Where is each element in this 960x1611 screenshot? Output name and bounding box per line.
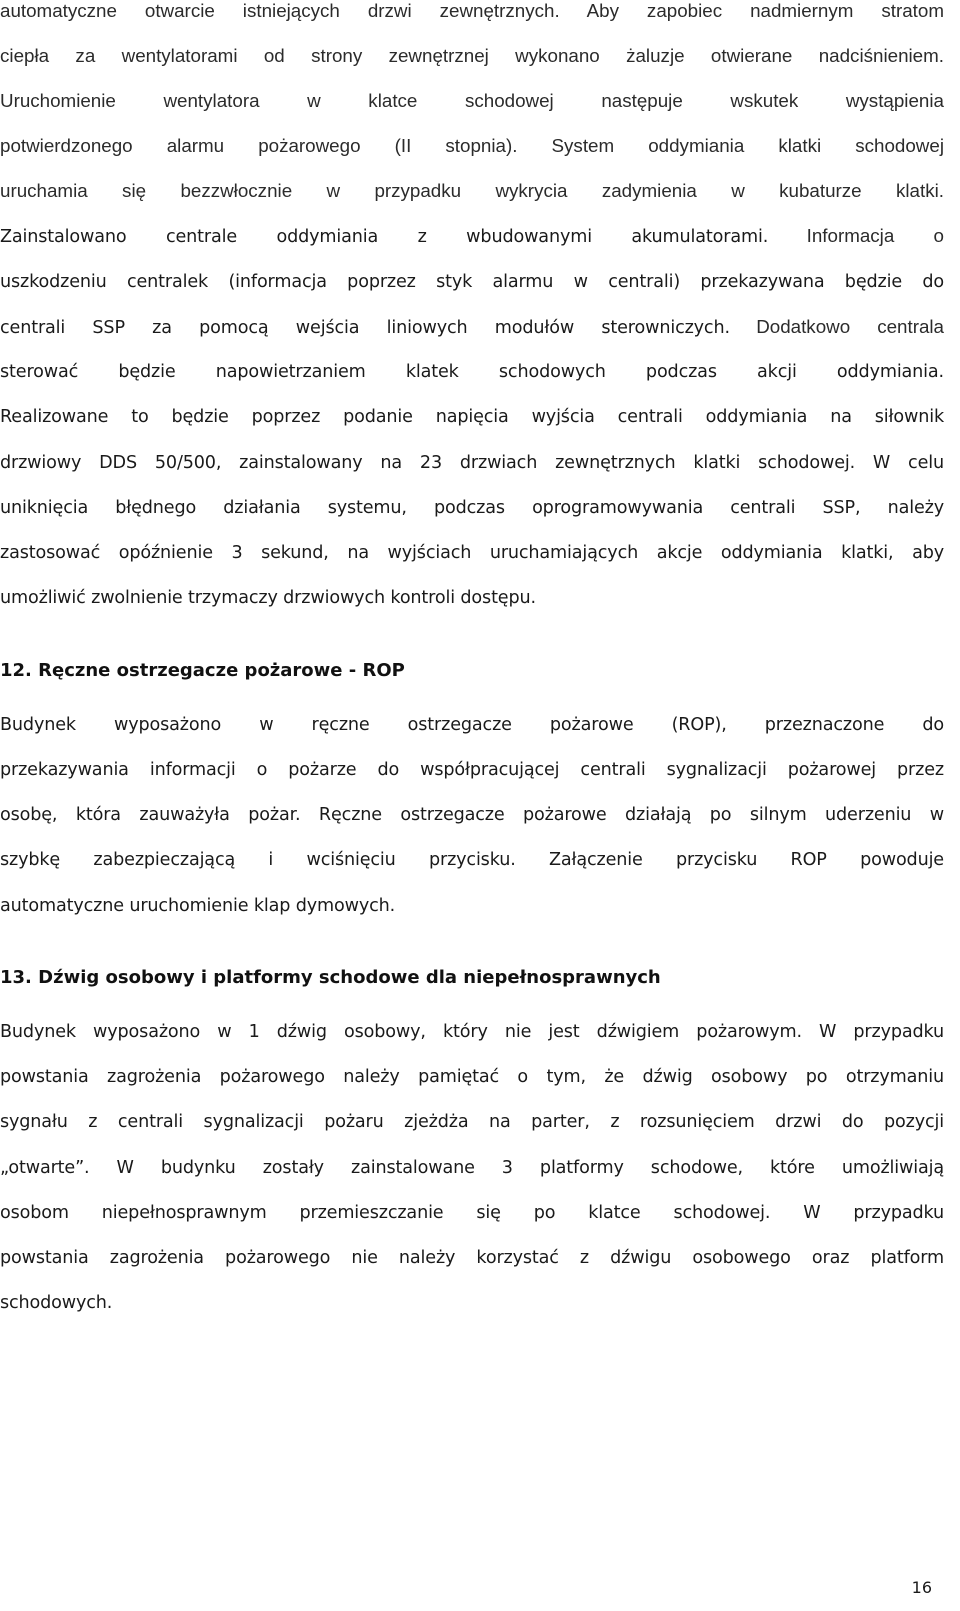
text-line: powstania zagrożenia pożarowego należy pamiętać o tym, że dźwig osobowy po otrzymaniu: [0, 1067, 944, 1087]
page-number: 16: [911, 1578, 932, 1597]
text-line: [0, 312, 944, 342]
text-line: Realizowane to będzie poprzez podanie napięcia wyjścia centrali oddymiania na siłownik: [0, 407, 944, 427]
text-line: powstania zagrożenia pożarowego nie należy korzystać z dźwigu osobowego oraz platform: [0, 1248, 944, 1268]
text-line: przekazywania informacji o pożarze do współpracującej centrali sygnalizacji pożarowej przez: [0, 760, 944, 780]
text-line: schodowych.: [0, 1293, 113, 1313]
text-line: Budynek wyposażono w ręczne ostrzegacze pożarowe (ROP), przeznaczone do: [0, 715, 944, 735]
text-line: osobę, która zauważyła pożar. Ręczne ostrzegacze pożarowe działają po silnym uderzeniu w: [0, 805, 944, 825]
text-line: drzwiowy DDS 50/500, zainstalowany na 23 drzwiach zewnętrznych klatki schodowej. W celu: [0, 453, 944, 473]
text-run: Informacja o: [806, 225, 944, 246]
text-line: ciepła za wentylatorami od strony zewnętrznej wykonano żaluzje otwierane nadciśnieniem.: [0, 45, 944, 66]
text-line: [0, 221, 944, 251]
section-heading: 13. Dźwig osobowy i platformy schodowe dla niepełnosprawnych: [0, 967, 661, 988]
text-line: uszkodzeniu centralek (informacja poprzez styk alarmu w centrali) przekazywana będzie do: [0, 272, 944, 292]
text-line: sterować będzie napowietrzaniem klatek schodowych podczas akcji oddymiania.: [0, 362, 944, 382]
text-line: osobom niepełnosprawnym przemieszczanie się po klatce schodowej. W przypadku: [0, 1203, 944, 1223]
text-line: umożliwić zwolnienie trzymaczy drzwiowych kontroli dostępu.: [0, 588, 536, 608]
text-line: automatyczne otwarcie istniejących drzwi zewnętrznych. Aby zapobiec nadmiernym stratom: [0, 0, 944, 21]
text-line: automatyczne uruchomienie klap dymowych.: [0, 896, 396, 916]
text-run: Dodatkowo centrala: [756, 316, 944, 337]
text-line: sygnału z centrali sygnalizacji pożaru zjeżdża na parter, z rozsunięciem drzwi do pozycji: [0, 1112, 944, 1132]
text-line: Uruchomienie wentylatora w klatce schodowej następuje wskutek wystąpienia: [0, 90, 944, 111]
text-line: zastosować opóźnienie 3 sekund, na wyjściach uruchamiających akcje oddymiania klatki, aby: [0, 543, 944, 563]
text-line: Budynek wyposażono w 1 dźwig osobowy, który nie jest dźwigiem pożarowym. W przypadku: [0, 1022, 944, 1042]
section-heading: 12. Ręczne ostrzegacze pożarowe - ROP: [0, 660, 405, 681]
text-run: centrali SSP za pomocą wejścia liniowych modułów sterowniczych.: [0, 318, 730, 338]
text-line: szybkę zabezpieczającą i wciśnięciu przycisku. Załączenie przycisku ROP powoduje: [0, 850, 944, 870]
text-line: uruchamia się bezzwłocznie w przypadku wykrycia zadymienia w kubaturze klatki.: [0, 180, 944, 201]
text-line: potwierdzonego alarmu pożarowego (II stopnia). System oddymiania klatki schodowej: [0, 135, 944, 156]
text-line: „otwarte”. W budynku zostały zainstalowane 3 platformy schodowe, które umożliwiają: [0, 1158, 944, 1178]
text-run: Zainstalowano centrale oddymiania z wbudowanymi akumulatorami.: [0, 227, 769, 247]
text-line: uniknięcia błędnego działania systemu, podczas oprogramowywania centrali SSP, należy: [0, 498, 944, 518]
